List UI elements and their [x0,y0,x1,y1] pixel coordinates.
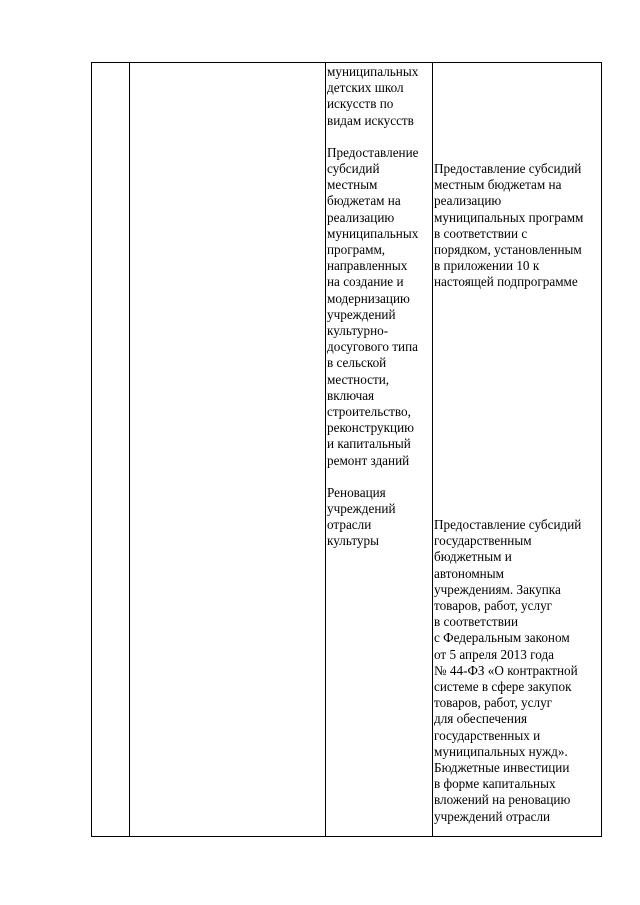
table-cell-number [92,63,130,837]
table-cell-activity [326,63,433,837]
activity-renovation: Реновация учреждений отрасли культуры [327,484,396,549]
table-cell-task [130,63,326,837]
mechanism-empty [434,64,601,145]
table-cell-mechanism [433,63,602,837]
program-table [91,62,602,837]
activity-continuation: муниципальных детских школ искусств по видам искусств [327,64,419,128]
activity-subsidies-rural-culture: Предоставление субсидий местным бюджетам на реализацию муниципальных программ, направленных на создание и модернизацию учреждений культурно- досугового типа в сельской местности, включая строительство, реконструкцию и капитальный ремонт зданий [327,144,419,468]
mechanism-renovation: Предоставление субсидий государственным бюджетным и автономным учреждениям. Закупка товаров, работ, услуг в соответствии с Федеральным законом от 5 апреля 2013 года № 44-ФЗ «О контрактной системе в сфере закупок товаров, работ, услуг для обеспечения государственных и муниципальных нужд». Бюджетные инвестиции в форме капитальных вложений на реновацию учреждений отрасли [434,517,582,824]
table-row [92,63,602,837]
mechanism-subsidies-local-budgets: Предоставление субсидий местным бюджетам на реализацию муниципальных программ в соответствии с порядком, установленным в приложении 10 к настоящей подпрограмме [434,161,584,290]
